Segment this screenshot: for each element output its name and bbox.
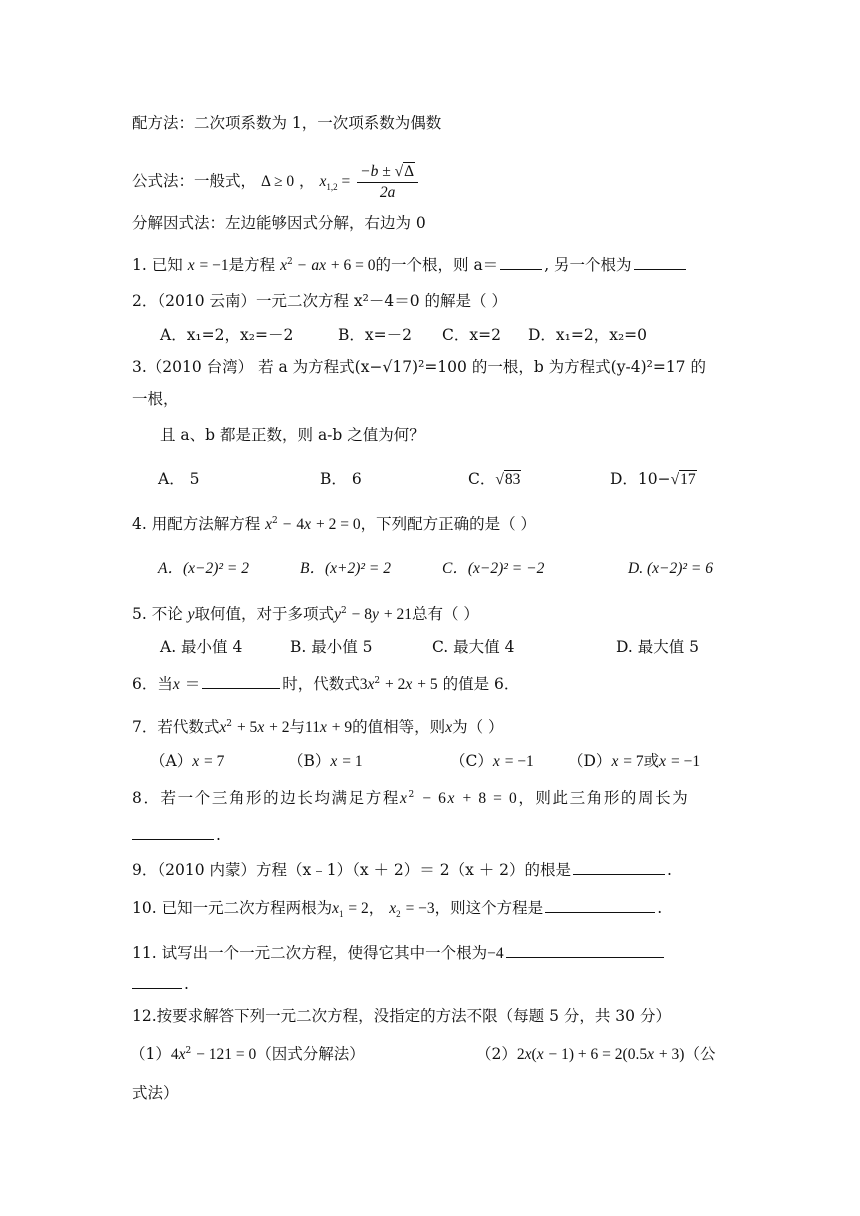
q12-part-1: $(1)4x^2 - 121 = 0$（因式分解法） (130, 1045, 365, 1063)
q5-option-a[interactable]: A. 最小值 4 (160, 638, 243, 656)
q11-end: . (184, 975, 189, 993)
q1-text: 是方程 (228, 256, 276, 274)
q10-text: ， (368, 899, 385, 917)
q8-text: 8．若一个三角形的边长均满足方程 (132, 789, 400, 807)
question-12: 12.按要求解答下列一元二次方程，没指定的方法不限（每题 5 分，共 30 分） (132, 1007, 671, 1025)
q7-option-b[interactable]: （B）x = 1 (288, 752, 363, 770)
q9-blank[interactable] (573, 858, 665, 875)
gongshi-line (132, 162, 421, 203)
q8-end: . (216, 826, 221, 844)
q11-text: 11. 试写出一个一元二次方程，使得它其中一个根为 (132, 944, 488, 962)
q12-part-2: （2）2x(x − 1) + 6 = 2(0.5x + 3)（公 (476, 1045, 716, 1063)
question-5: 5. 不论 y取何值，对于多项式$y^2 - 8y + 21$总有（ ） (132, 605, 479, 623)
q3-option-b[interactable]: B． 6 (320, 470, 362, 488)
question-4: 4. 用配方法解方程 $x^2 - 4x + 2 = 0$，下列配方正确的是（ ） (132, 515, 537, 533)
q6-text: 时，代数式 (282, 675, 360, 693)
q1-text: 已知 (151, 256, 183, 274)
q2-option-c[interactable]: C．x=2 (442, 326, 501, 344)
fenjie-line: 分解因式法：左边能够因式分解，右边为 0 (132, 214, 426, 232)
q7-text: 为（ ） (452, 718, 504, 736)
q11-answer-line (132, 972, 189, 995)
question-8: 8．若一个三角形的边长均满足方程$x^2 - 6x + 8 = 0$，则此三角形的周长为 (132, 789, 690, 807)
q5-text: 取何值，对于多项式 (194, 605, 335, 623)
question-9 (132, 858, 672, 881)
q8-blank[interactable] (132, 823, 214, 840)
formula-fraction: $\frac{-b \pm √\Delta}{2a}$ (357, 162, 418, 203)
q4-option-d[interactable]: D. (x−2)² = 6 (628, 560, 713, 577)
q10-end: . (657, 899, 663, 917)
q7-option-d[interactable]: （D）x = 7或x = −1 (568, 752, 701, 770)
q9-text: 9．（2010 内蒙）方程（x﹣1）（x ＋ 2）＝ 2（x ＋ 2）的根是 (132, 861, 572, 879)
q4-text: 4. 用配方法解方程 (132, 515, 261, 533)
q10-blank[interactable] (545, 896, 655, 913)
quadratic-formula: $x_{1,2}$ = $\frac{-b \pm √\Delta}{2a}$ (319, 173, 421, 190)
q2-option-d[interactable]: D．x₁=2，x₂=0 (528, 326, 648, 344)
q1-blank-root[interactable] (634, 253, 686, 270)
q2-option-a[interactable]: A．x₁=2，x₂=－2 (160, 326, 294, 344)
q10-text: 10. 已知一元二次方程两根为 (132, 899, 333, 917)
q3-option-d[interactable]: D．10−√17 (610, 470, 696, 488)
question-6: 6．当x ＝ 时，代数式$3x^2 + 2x + 5$ 的值是 6． (132, 672, 519, 696)
delta-condition: Δ ≥ 0 (260, 173, 295, 191)
q7-option-a[interactable]: （A）x = 7 (150, 752, 225, 770)
separator: ， (299, 172, 315, 191)
q7-text: 的值相等，则 (352, 718, 446, 736)
q3-condition: 且 a、b 都是正数，则 a-b 之值为何？ (160, 426, 425, 444)
q5-text: 5. 不论 (132, 605, 183, 623)
q10-text: ，则这个方程是 (434, 899, 544, 917)
q8-text: ，则此三角形的周长为 (518, 789, 690, 807)
q3-option-c[interactable]: C．√83 (468, 470, 521, 488)
q1-blank-a[interactable] (500, 253, 542, 270)
question-10: 10. 已知一元二次方程两根为$x_1 = 2$， $x_2 = -3$，则这个方程是 . (132, 896, 662, 920)
q1-number: 1. (132, 256, 147, 274)
q6-text: ＝ (184, 675, 201, 693)
q9-end: . (667, 861, 672, 879)
q4-option-b[interactable]: B．(x+2)² = 2 (300, 560, 391, 577)
question-2: 2．（2010 云南）一元二次方程 x²－4＝0 的解是（ ） (132, 292, 507, 310)
q3-continuation: 一根， (132, 390, 179, 408)
q6-blank[interactable] (202, 672, 280, 689)
q5-option-c[interactable]: C. 最大值 4 (432, 638, 515, 656)
q6-text: 6．当 (132, 675, 173, 693)
q2-option-b[interactable]: B．x=－2 (338, 326, 412, 344)
q4-option-a[interactable]: A．(x−2)² = 2 (158, 560, 249, 577)
q5-option-b[interactable]: B. 最小值 5 (290, 638, 373, 656)
question-3: 3.（2010 台湾） 若 a 为方程式(x−√17)²=100 的一根，b 为方程式(y-4)²=17 的 (132, 358, 706, 376)
peifang-line: 配方法：二次项系数为 1，一次项系数为偶数 (132, 114, 442, 132)
q12-part-2-tail: 式法） (132, 1084, 179, 1102)
q7-text: 与 (289, 718, 306, 736)
q8-answer-line (132, 823, 221, 846)
q11-root-value: −4 (487, 945, 504, 962)
question-7: 7．若代数式$x^2 + 5x + 2$与11x + 9的值相等，则x为（ ） (132, 718, 504, 736)
q4-option-c[interactable]: C．(x−2)² = −2 (442, 560, 545, 577)
q3-option-a[interactable]: A． 5 (158, 470, 200, 488)
q7-text: 7．若代数式 (132, 718, 220, 736)
q1-text: 的一个根，则 a＝ (375, 256, 499, 274)
q11-blank[interactable] (506, 941, 664, 958)
gongshi-label: 公式法：一般式， (132, 172, 257, 191)
q11-blank-cont[interactable] (132, 972, 182, 989)
q4-text: ，下列配方正确的是（ ） (360, 515, 537, 533)
question-1: 1. 已知 x = −1是方程 $x^2$ − ax + 6 = 0的一个根，则 a＝ , 另一个根为 (132, 253, 688, 277)
q7-option-c[interactable]: （C）x = −1 (450, 752, 534, 770)
question-11 (132, 941, 666, 965)
q1-text: , 另一个根为 (544, 256, 632, 274)
q5-text: 总有（ ） (411, 605, 479, 623)
q5-option-d[interactable]: D. 最大值 5 (616, 638, 700, 656)
q6-text: 的值是 6． (442, 675, 520, 693)
